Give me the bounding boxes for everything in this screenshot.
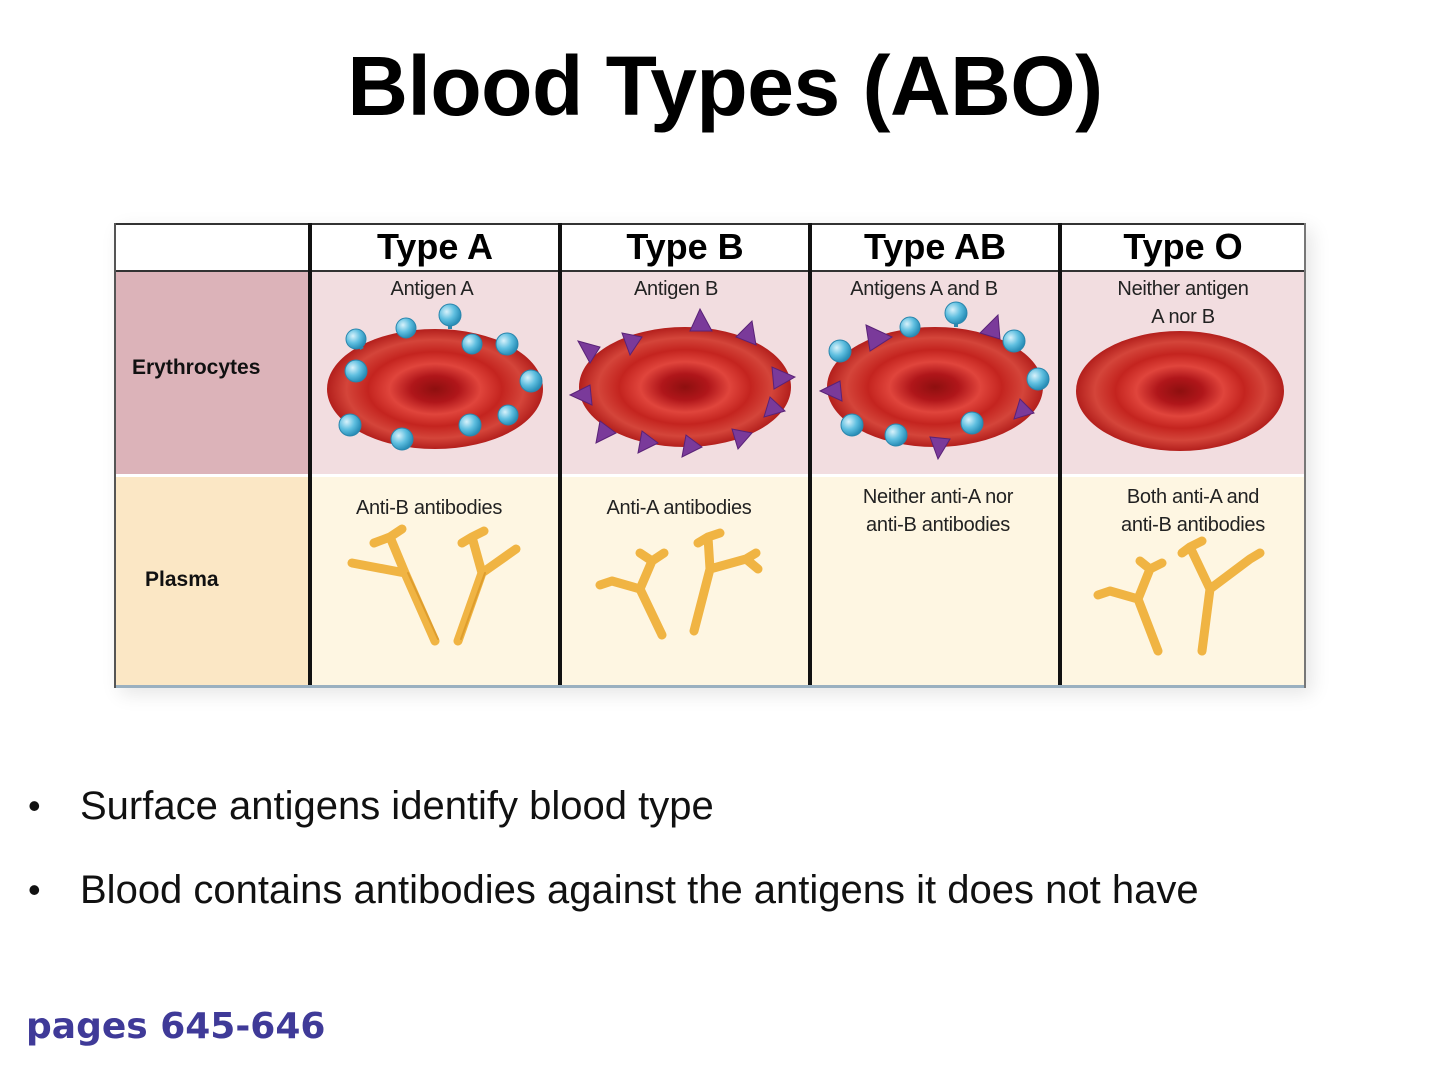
anti-b-antibodies-icon	[310, 523, 560, 653]
type-b-red-blood-cell-icon	[560, 293, 810, 473]
caption-both-antibodies: Both anti-A and anti-B antibodies	[1121, 486, 1265, 536]
column-divider	[558, 223, 562, 688]
slide-title: Blood Types (ABO)	[347, 39, 1103, 133]
bullet-item	[28, 862, 1428, 946]
anti-a-and-anti-b-antibodies-icon	[1060, 533, 1306, 663]
antibody-icon	[352, 529, 516, 641]
header-corner-cell	[114, 223, 310, 272]
bullet-icon: •	[28, 869, 41, 910]
column-divider	[1058, 223, 1062, 688]
antibody-icon	[1098, 541, 1260, 651]
table-bottom-border	[114, 685, 1306, 688]
header-type-a: Type A	[310, 223, 560, 272]
type-o-red-blood-cell-icon	[1060, 293, 1306, 473]
type-a-red-blood-cell-icon	[310, 293, 560, 473]
column-divider	[308, 223, 312, 688]
caption-neither-antibody: Neither anti-A nor anti-B antibodies	[862, 486, 1014, 536]
header-type-o: Type O	[1060, 223, 1306, 272]
type-ab-red-blood-cell-icon	[810, 293, 1060, 473]
header-type-b: Type B	[560, 223, 810, 272]
caption-antigen-b: Antigen B	[633, 278, 719, 300]
bullet-text: Blood contains antibodies against the antigens it does not have	[80, 868, 1199, 912]
caption-antigen-a: Antigen A	[390, 278, 474, 300]
erythrocytes-label: Erythrocytes	[132, 356, 261, 379]
column-divider	[808, 223, 812, 688]
caption-antigens-a-and-b: Antigens A and B	[850, 278, 998, 300]
caption-neither-antigen: Neither antigen A nor B	[1117, 278, 1249, 328]
abo-blood-type-table	[114, 223, 1306, 688]
plasma-label: Plasma	[145, 568, 219, 591]
red-blood-cell-icon	[1076, 331, 1284, 451]
bullet-item	[28, 778, 1428, 862]
bullet-list	[28, 778, 1428, 946]
antibody-icon	[600, 533, 758, 635]
caption-anti-a-antibodies: Anti-A antibodies	[606, 497, 752, 519]
bullet-text: Surface antigens identify blood type	[80, 784, 714, 828]
caption-anti-b-antibodies: Anti-B antibodies	[355, 497, 503, 519]
page-reference: pages 645-646	[26, 1006, 326, 1047]
bullet-icon: •	[28, 785, 41, 826]
header-type-ab: Type AB	[810, 223, 1060, 272]
row-separator	[114, 474, 1306, 477]
anti-a-antibodies-icon	[560, 523, 810, 653]
